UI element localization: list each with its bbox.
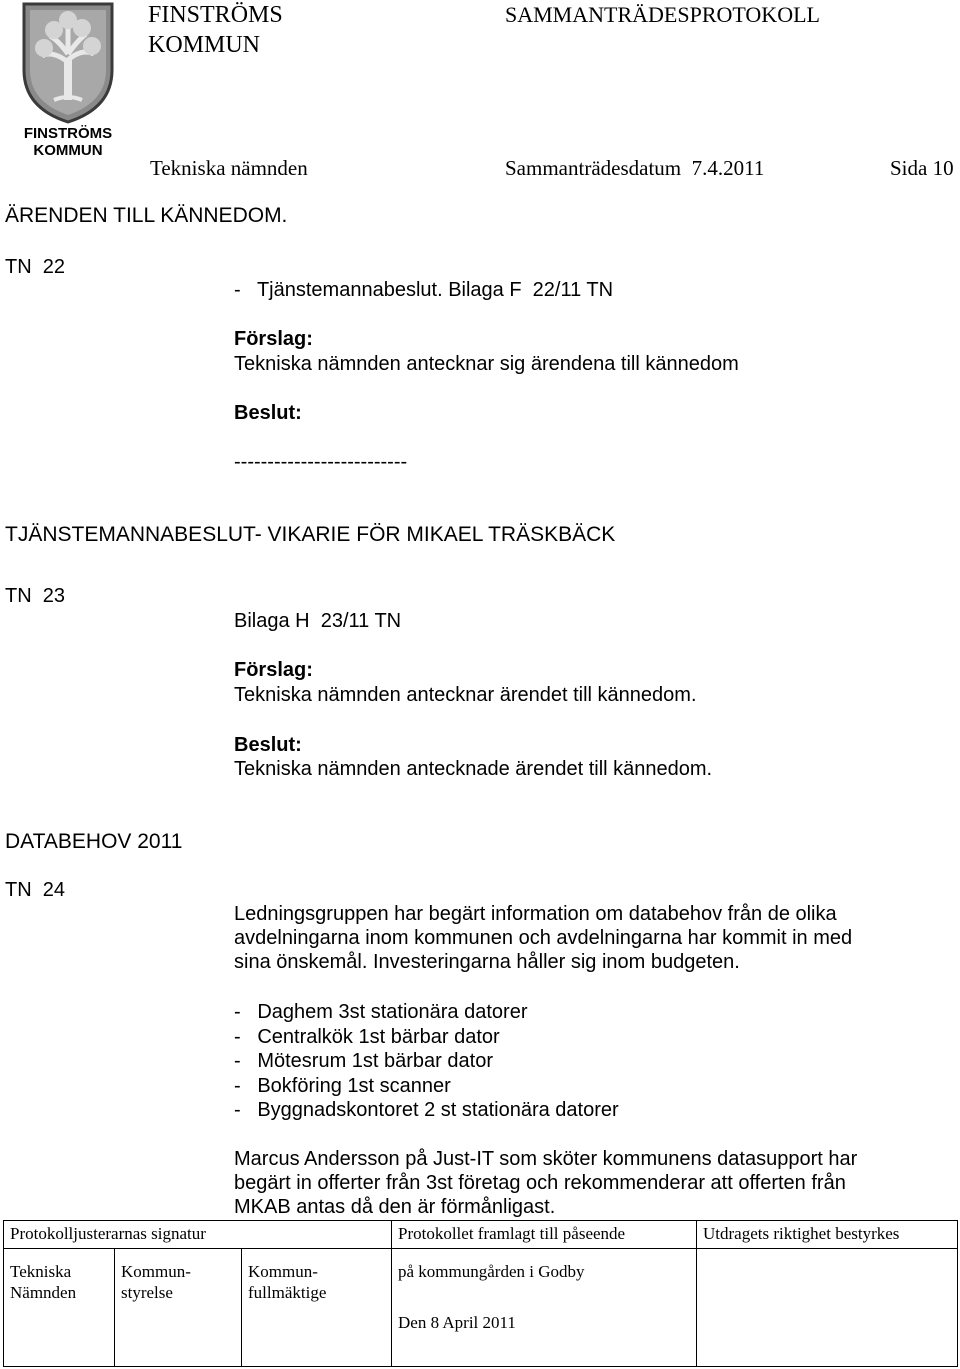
section-title: DATABEHOV 2011 — [5, 830, 183, 853]
page-number: Sida 10 — [890, 156, 954, 180]
case-number: TN 22 — [5, 256, 66, 278]
footer-board-line1: Tekniska — [10, 1262, 72, 1281]
proposal-label: Förslag: — [234, 659, 313, 681]
closing-line: Marcus Andersson på Just-IT som sköter kommunens datasupport har — [234, 1148, 858, 1170]
proposal-text: Tekniska nämnden antecknar ärendet till kännedom. — [234, 684, 697, 706]
footer-signature-header: Protokolljusterarnas signatur — [10, 1224, 206, 1243]
case-item: Bilaga H 23/11 TN — [234, 610, 402, 632]
footer-executive-line1: Kommun- — [121, 1262, 191, 1281]
footer-certified-header: Utdragets riktighet bestyrkes — [703, 1224, 900, 1243]
section-title: TJÄNSTEMANNABESLUT- VIKARIE FÖR MIKAEL TRÄSKBÄCK — [5, 523, 616, 546]
paragraph-line: sina önskemål. Investeringarna håller sig inom budgeten. — [234, 951, 740, 973]
paragraph-line: avdelningarna inom kommunen och avdelningarna har kommit in med — [234, 927, 853, 949]
decision-text: -------------------------- — [234, 451, 408, 473]
municipality-logo — [8, 0, 128, 160]
footer-executive-line2: styrelse — [121, 1283, 173, 1302]
decision-label: Beslut: — [234, 402, 302, 424]
proposal-text: Tekniska nämnden antecknar sig ärendena till kännedom — [234, 353, 739, 375]
decision-text: Tekniska nämnden antecknade ärendet till kännedom. — [234, 758, 713, 780]
footer-displayed-header: Protokollet framlagt till påseende — [398, 1224, 626, 1243]
list-item: - Bokföring 1st scanner — [234, 1075, 451, 1097]
logo-text-line2: KOMMUN — [33, 142, 103, 159]
signature-footer — [3, 1220, 958, 1367]
case-item: - Tjänstemannabeslut. Bilaga F 22/11 TN — [234, 279, 614, 301]
logo-text-line1: FINSTRÖMS — [23, 125, 113, 142]
footer-date: Den 8 April 2011 — [398, 1313, 516, 1332]
tree-coat-of-arms-icon — [8, 0, 128, 160]
footer-council-line1: Kommun- — [248, 1262, 318, 1281]
paragraph-line: Ledningsgruppen har begärt information om databehov från de olika — [234, 903, 837, 925]
footer-certified-cell — [696, 1248, 958, 1367]
footer-place: på kommungården i Godby — [398, 1262, 585, 1281]
footer-council-line2: fullmäktige — [248, 1283, 327, 1302]
list-item: - Daghem 3st stationära datorer — [234, 1001, 528, 1023]
list-item: - Mötesrum 1st bärbar dator — [234, 1050, 493, 1072]
case-number: TN 24 — [5, 879, 66, 901]
document-type: SAMMANTRÄDESPROTOKOLL — [505, 2, 820, 27]
list-item: - Centralkök 1st bärbar dator — [234, 1026, 500, 1048]
closing-line: begärt in offerter från 3st företag och rekommenderar att offerten från — [234, 1172, 846, 1194]
case-number: TN 23 — [5, 585, 66, 607]
municipality-name-line1: FINSTRÖMS — [148, 2, 283, 28]
list-item: - Byggnadskontoret 2 st stationära datorer — [234, 1099, 619, 1121]
proposal-label: Förslag: — [234, 328, 313, 350]
footer-board-line2: Nämnden — [10, 1283, 77, 1302]
meeting-date: Sammanträdesdatum 7.4.2011 — [505, 156, 765, 180]
closing-line: MKAB antas då den är förmånligast. — [234, 1196, 556, 1218]
decision-label: Beslut: — [234, 734, 302, 756]
board-name: Tekniska nämnden — [150, 156, 308, 180]
section-title: ÄRENDEN TILL KÄNNEDOM. — [5, 204, 288, 227]
municipality-name-line2: KOMMUN — [148, 32, 261, 58]
